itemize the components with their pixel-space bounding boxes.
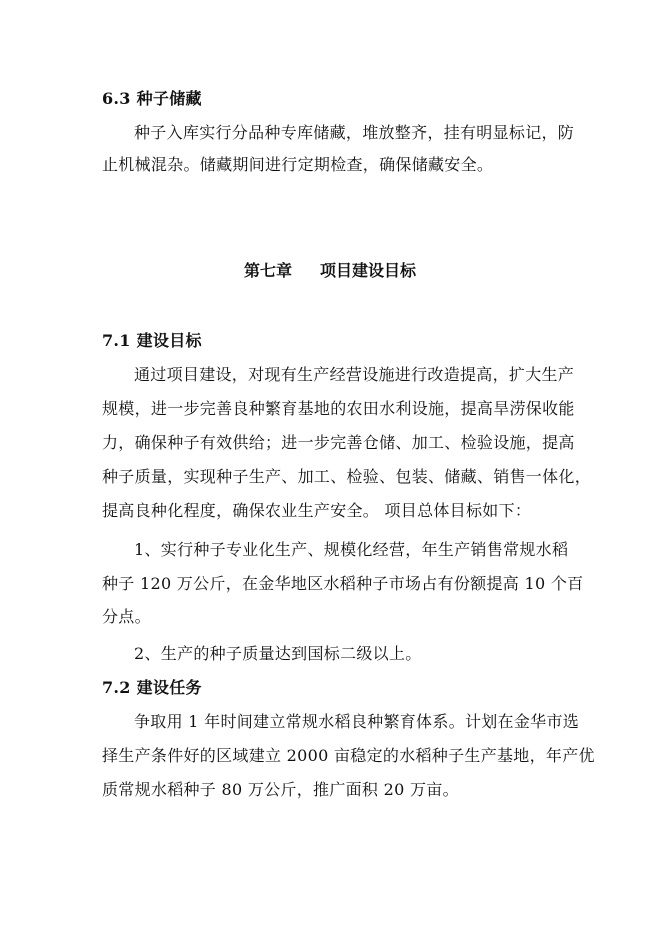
goal-1-line-2: 种子 120 万公斤，在金华地区水稻种子市场占有份额提高 10 个百 bbox=[102, 574, 584, 593]
section-7-1-line-2: 规模，进一步完善良种繁育基地的农田水利设施，提高旱涝保收能 bbox=[102, 399, 575, 418]
goal-1-line-1: 1、实行种子专业化生产、规模化经营，年生产销售常规水稻 bbox=[134, 540, 569, 559]
section-7-2-line-1: 争取用 1 年时间建立常规水稻良种繁育体系。计划在金华市选 bbox=[134, 712, 580, 731]
section-6-3-line-1: 种子入库实行分品种专库储藏，堆放整齐，挂有明显标记，防 bbox=[134, 123, 575, 142]
section-6-3-line-2: 止机械混杂。储藏期间进行定期检查，确保储藏安全。 bbox=[102, 155, 494, 174]
section-7-2-line-3: 质常规水稻种子 80 万公斤，推广面积 20 万亩。 bbox=[102, 780, 459, 799]
section-7-1-heading: 7.1 建设目标 bbox=[102, 331, 202, 350]
section-7-1-line-1: 通过项目建设，对现有生产经营设施进行改造提高，扩大生产 bbox=[134, 365, 575, 384]
section-7-1-line-3: 力，确保种子有效供给；进一步完善仓储、加工、检验设施，提高 bbox=[102, 433, 575, 452]
goal-2-line-1: 2、生产的种子质量达到国标二级以上。 bbox=[134, 644, 422, 663]
section-7-2-line-2: 择生产条件好的区域建立 2000 亩稳定的水稻种子生产基地，年产优 bbox=[102, 746, 595, 765]
section-6-3-heading: 6.3 种子储藏 bbox=[102, 89, 202, 108]
chapter-number: 第七章 bbox=[244, 261, 293, 280]
section-7-1-line-5: 提高良种化程度，确保农业生产安全。 项目总体目标如下： bbox=[102, 501, 532, 520]
goal-1-line-3: 分点。 bbox=[102, 607, 151, 626]
chapter-title: 项目建设目标 bbox=[320, 261, 417, 280]
section-7-1-line-4: 种子质量，实现种子生产、加工、检验、包装、储藏、销售一体化， bbox=[102, 467, 592, 486]
chapter-heading bbox=[244, 261, 416, 281]
section-7-2-heading: 7.2 建设任务 bbox=[102, 678, 202, 697]
